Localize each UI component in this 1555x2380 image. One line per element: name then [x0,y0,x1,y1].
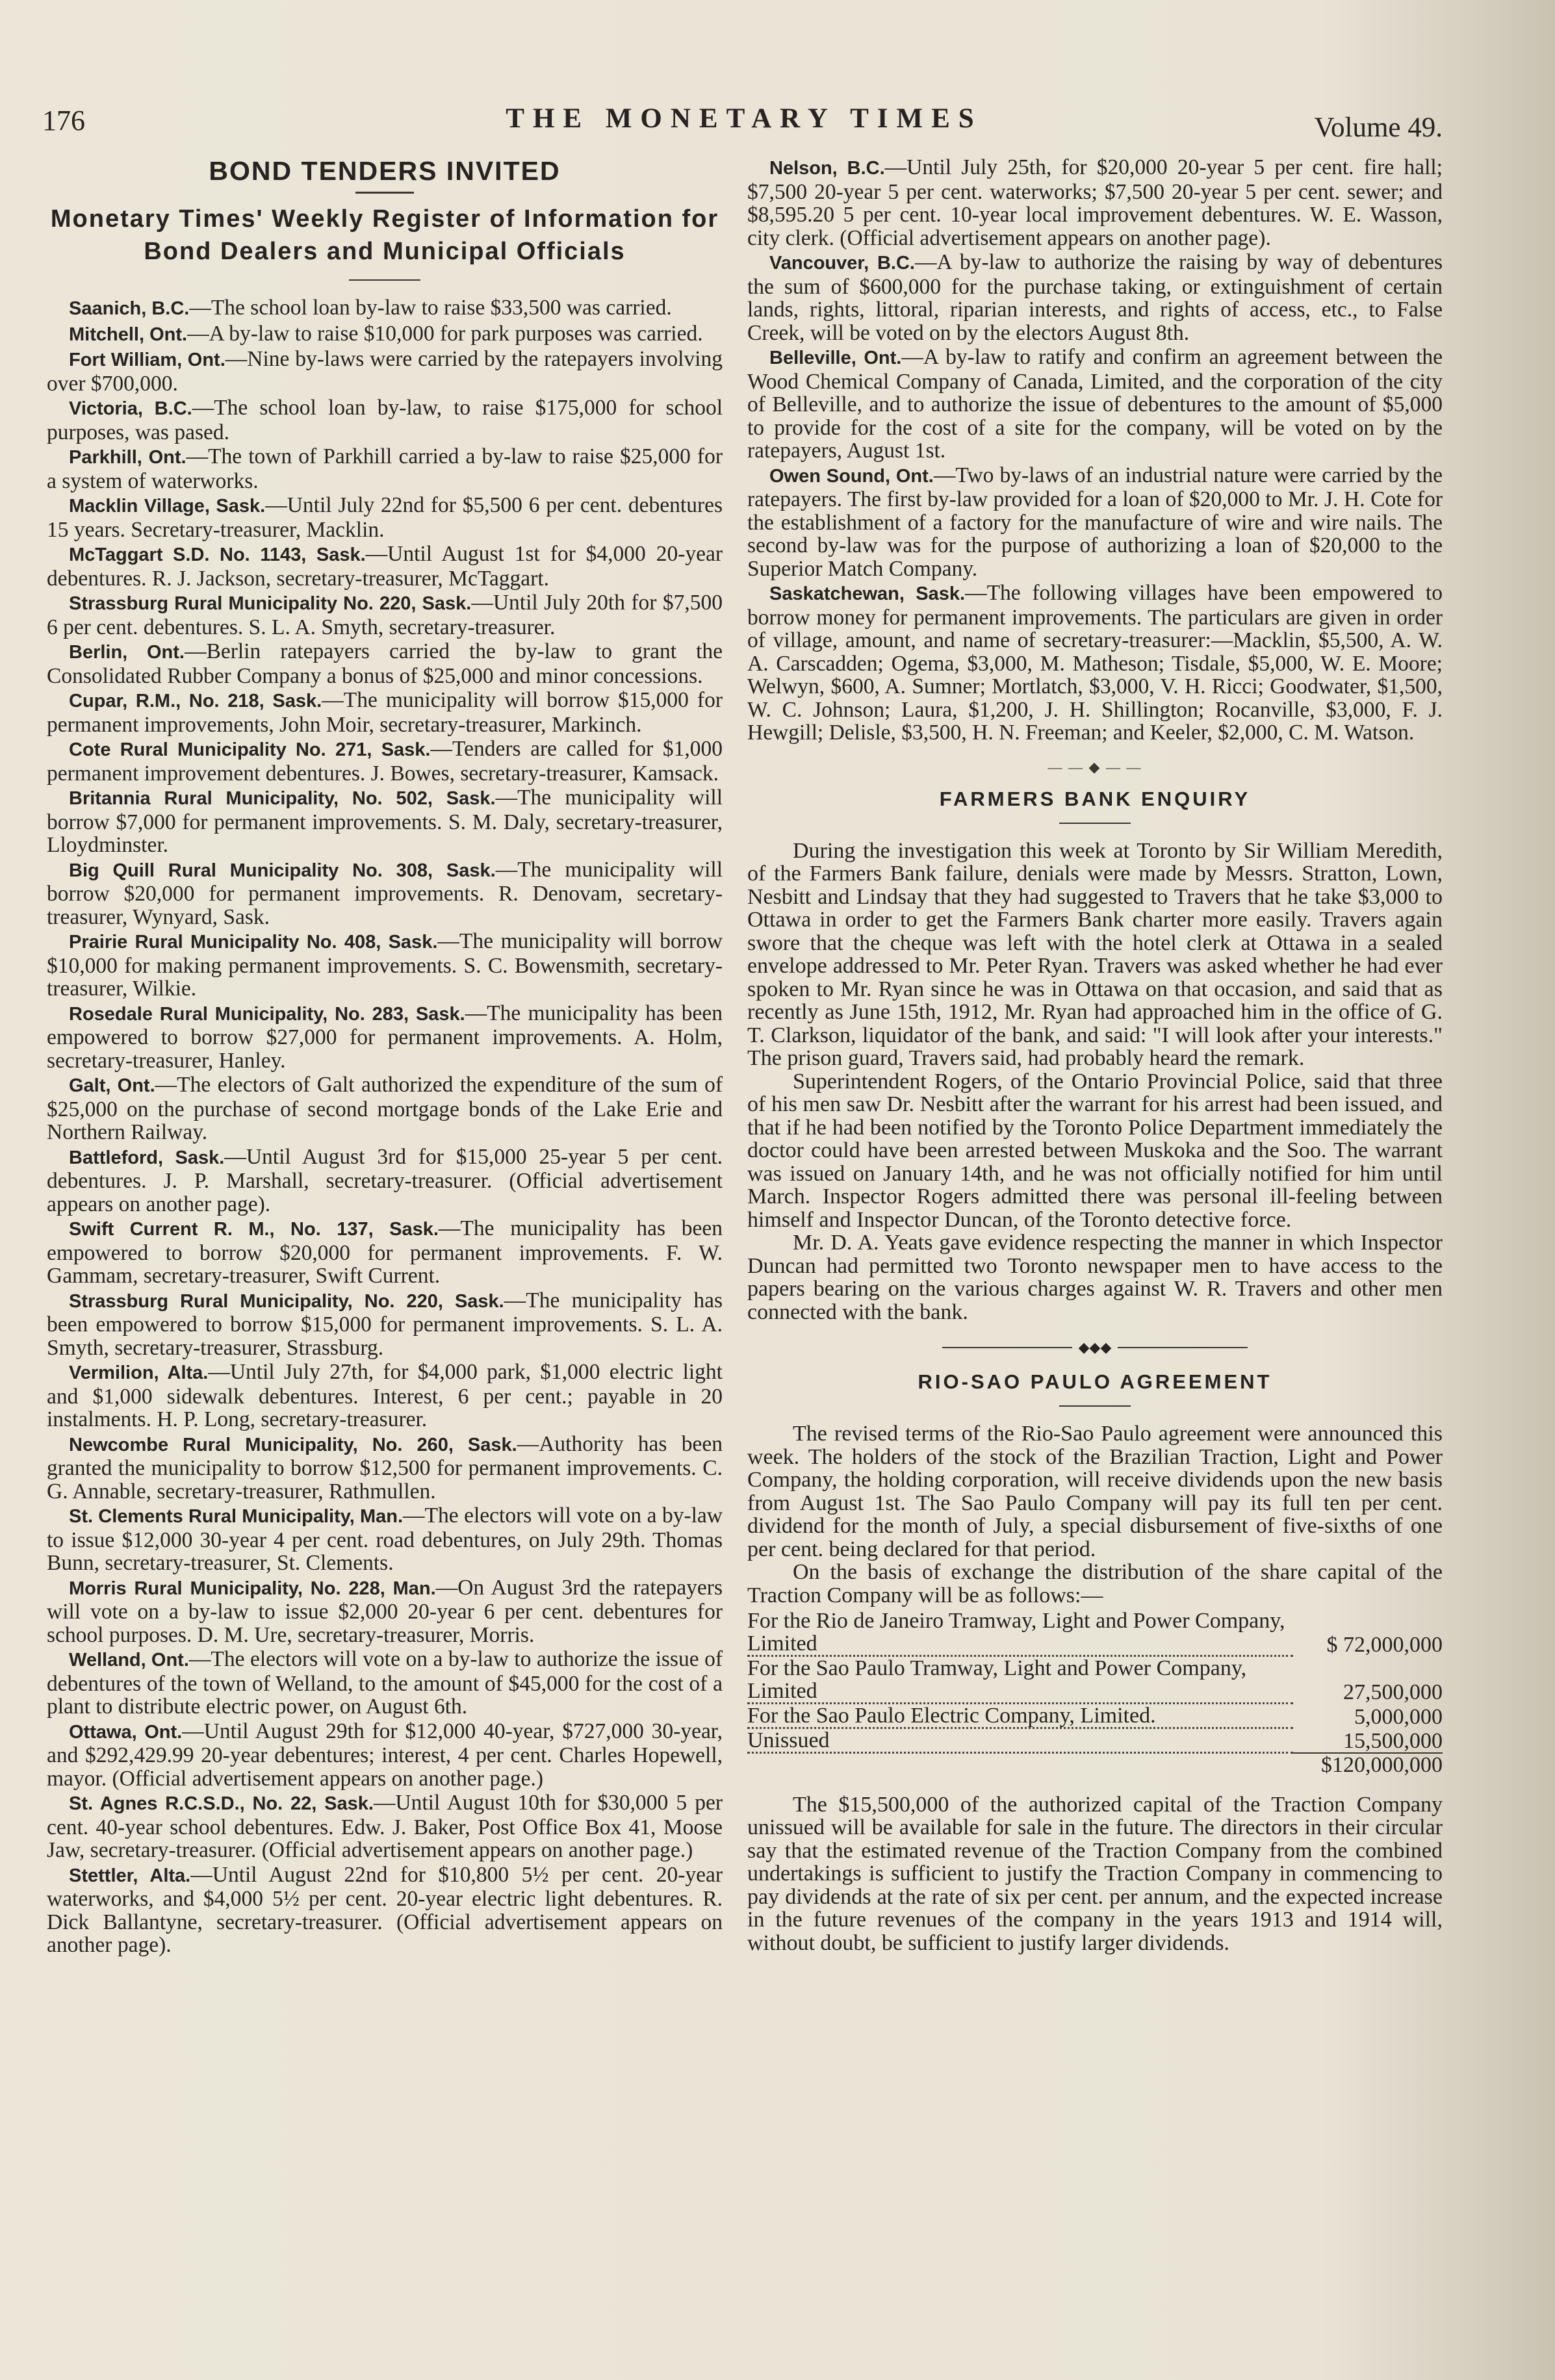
tender-text: —The municipality has been empowered to borrow $27,000 for permanent improvements. A. Holm, secretary-treasurer, Hanley. [47,1001,723,1073]
subtitle-rule [349,279,420,281]
tender-text: —On August 3rd the ratepayers will vote on a by-law to issue $2,000 20-year 6 per cent. debentures for school purposes. D. M. Ure, secretary-treasurer, Morris. [47,1575,723,1647]
tender-place: Prairie Rural Municipality No. 408, Sask. [69,932,438,953]
farmers-bank-article [747,839,1443,1324]
tender-item [47,1576,723,1647]
tender-item [747,464,1443,581]
distribution-row [747,1728,1443,1753]
tender-item [47,1073,723,1144]
farmers-rule [1059,823,1131,824]
tender-place: Mitchell, Ont. [69,324,188,345]
tender-item [47,640,723,687]
title-rule [355,192,414,194]
left-column [47,156,723,1958]
tender-text: —The town of Parkhill carried a by-law to raise $25,000 for a system of waterworks. [47,444,723,493]
tender-text: —Until July 20th for $7,500 6 per cent. debentures. S. L. A. Smyth, secretary-treasurer. [47,591,723,639]
subtitle-line-2: Bond Dealers and Municipal Officials [144,238,626,265]
tender-item [47,348,723,395]
page-number: 176 [42,105,85,136]
tender-place: McTaggart S.D. No. 1143, Sask. [69,544,366,565]
tender-place: Cupar, R.M., No. 218, Sask. [69,691,322,711]
tender-place: Strassburg Rural Municipality No. 220, Sask. [69,593,472,614]
tender-item [47,445,723,493]
distribution-total-row [747,1753,1443,1776]
bond-tender-list [47,296,723,1957]
tender-text: —The electors will vote on a by-law to authorize the issue of debentures of the town of Welland, to the amount of $45,000 for the cost of a plant to distribute electric power, on August 6th. [47,1647,723,1719]
tender-text: —Until July 27th, for $4,000 park, $1,000 electric light and $1,000 sidewalk debentures. Interest, 6 per cent.; payable in 20 instalments. H. P. Long, secretary-treasurer. [47,1360,723,1431]
volume-label: Volume 49. [1314,112,1443,143]
tender-text: —The electors of Galt authorized the expenditure of the sum of $25,000 on the purchase of second mortgage bonds of the Lake Erie and Northern Railway. [47,1073,723,1144]
distribution-amount: $ 72,000,000 [1326,1632,1443,1657]
rio-paragraph-1: The revised terms of the Rio-Sao Paulo agreement were announced this week. The holders of the stock of the Brazilian Traction, Light and Power Company, the holding corporation, will receive dividends upon the new basis from August 1st. The Sao Paulo Company will pay its full ten per cent. dividend for the month of July, a special disbursement of five-sixths of one per cent. being declared for that period. [747,1422,1443,1561]
distribution-row [747,1609,1443,1656]
tender-text: —The following villages have been empowered to borrow money for permanent improvements. The particulars are given in order of village, amount, and name of secretary-treasurer:—Macklin, $5,500, A. W. A. Carscadden; Ogema, $3,000, M. Matheson; Tisdale, $5,000, W. E. Moore; Welwyn, $600, A. Sumner; Mortlatch, $3,000, V. H. Ricci; Goodwater, $1,500, W. C. Johnson; Laura, $1,200, J. H. Shillington; Rocanville, $3,000, F. J. Hewgill; Delisle, $3,500, H. N. Freeman; and Keeler, $2,000, C. M. Watson. [747,581,1443,745]
tender-text: —The municipality has been empowered to borrow $20,000 for permanent improvements. F. W. Gammam, secretary-treasurer, Swift Current. [47,1216,723,1288]
distribution-label: For the Sao Paulo Electric Company, Limited. [747,1704,1293,1728]
tender-item [747,156,1443,250]
tender-place: Battleford, Sask. [69,1147,225,1168]
tender-item [747,582,1443,745]
tender-place: Vancouver, B.C. [769,253,915,274]
distribution-table [747,1609,1443,1776]
tender-text: —A by-law to raise $10,000 for park purposes was carried. [187,321,703,346]
tender-place: Cote Rural Municipality No. 271, Sask. [69,739,431,760]
tender-item [47,1002,723,1073]
tender-place: Parkhill, Ont. [69,447,186,468]
tender-item [47,1504,723,1575]
tender-text: —Nine by-laws were carried by the ratepayers involving over $700,000. [47,347,723,396]
tender-text: —The electors will vote on a by-law to issue $12,000 30-year 4 per cent. road debentures, on July 29th. Thomas Bunn, secretary-treasurer, St. Clements. [47,1503,723,1575]
tender-text: —Until August 3rd for $15,000 25-year 5 per cent. debentures. J. P. Marshall, secretary-treasurer. (Official advertisement appears on another page). [47,1144,723,1216]
ornament-divider: ◆◆◆ [747,1339,1443,1356]
distribution-amount: 5,000,000 [1354,1704,1443,1729]
running-header [39,97,1449,143]
rio-paragraph-2: On the basis of exchange the distribution of the share capital of the Traction Company will be as follows:— [747,1560,1443,1607]
tender-item [47,1720,723,1791]
farmers-paragraph: Superintendent Rogers, of the Ontario Provincial Police, said that three of his men saw Dr. Nesbitt after the warrant for his arrest had been issued, and that if he had been notified by the Toronto Police Department immediately the doctor could have been arrested between Muskoka and the Soo. The warrant was issued on January 14th, and he was not officially notified for him until March. Inspector Rogers admitted there was personal ill-feeling between himself and Inspector Duncan, of the Toronto detective force. [747,1069,1443,1232]
tender-text: —Berlin ratepayers carried the by-law to grant the Consolidated Rubber Company a bonus of $25,000 and minor concessions. [47,639,723,688]
distribution-label: For the Sao Paulo Tramway, Light and Power Company, Limited [747,1656,1293,1704]
tender-item [47,858,723,929]
tender-item [47,591,723,639]
tender-item [47,1648,723,1719]
tender-place: Belleville, Ont. [769,348,902,368]
tender-text: —The school loan by-law to raise $33,500 was carried. [189,296,672,320]
tender-text: —Until August 22nd for $10,800 5½ per cent. 20-year waterworks, and $4,000 5½ per cent. 20-year electric light debentures. R. Dick Ballantyne, secretary-treasurer. (Official advertisement appears on another page). [47,1862,723,1957]
tender-place: Saskatchewan, Sask. [769,583,966,604]
tender-place: Macklin Village, Sask. [69,496,266,517]
tender-place: Stettler, Alta. [69,1865,191,1886]
tender-item [47,322,723,347]
tender-text: —Tenders are called for $1,000 permanent improvement debentures. J. Bowes, secretary-treasurer, Kamsack. [47,737,723,786]
tender-text: —The municipality has been empowered to borrow $15,000 for permanent improvements. S. L. A. Smyth, secretary-treasurer, Strassburg. [47,1288,723,1360]
right-column [747,156,1443,1954]
tender-text: —Authority has been granted the municipality to borrow $12,500 for permanent improvements. C. G. Annable, secretary-treasurer, Rathmullen. [47,1431,723,1503]
farmers-paragraph: During the investigation this week at Toronto by Sir William Meredith, of the Farmers Bank failure, denials were made by Messrs. Stratton, Lown, Nesbitt and Lindsay that they had suggested to Travers that he take $3,000 to Ottawa in order to get the Farmers Bank charter more easily. Travers again swore that the cheque was left with the hotel clerk at Ottawa in a sealed envelope addressed to Mr. Peter Ryan. Travers was asked whether he had ever spoken to Mr. Ryan since he was in Ottawa on that occasion, and said that as recently as June 15th, 1912, Mr. Ryan had approached him in the office of G. T. Clarkson, liquidator of the bank, and said: "I will look after your interests." The prison guard, Travers said, had probably heard the remark. [747,838,1443,1070]
tender-item [47,689,723,736]
tender-place: Strassburg Rural Municipality, No. 220, Sask. [69,1290,504,1312]
tender-place: Fort William, Ont. [69,350,225,370]
section-divider: — — ◆ — — [1047,758,1142,775]
tender-item [47,296,723,321]
tender-item [47,1361,723,1431]
running-title: THE MONETARY TIMES [506,103,983,134]
tender-place: Big Quill Rural Municipality No. 308, Sask. [69,860,496,881]
rio-rule [1059,1405,1131,1407]
tender-text: —The school loan by-law, to raise $175,000 for school purposes, was pased. [47,396,723,444]
tender-place: Britannia Rural Municipality, No. 502, Sask. [69,788,496,809]
tender-place: Morris Rural Municipality, No. 228, Man. [69,1578,436,1599]
tender-item [47,396,723,444]
tender-place: Galt, Ont. [69,1075,155,1096]
tender-text: —Until July 22nd for $5,500 6 per cent. debentures 15 years. Secretary-treasurer, Macklin. [47,493,723,542]
tender-place: Saanich, B.C. [69,298,190,319]
tender-item [747,346,1443,463]
tender-item [47,930,723,1001]
tender-place: Vermilion, Alta. [69,1363,209,1383]
tender-text: —Until July 25th, for $20,000 20-year 5 per cent. fire hall; $7,500 20-year 5 per cent. waterworks; $7,500 20-year 5 per cent. sewer; and $8,595.20 5 per cent. 10-year local improvement debentures. W. E. Wasson, city clerk. (Official advertisement appears on another page). [747,155,1443,250]
bond-tenders-subtitle [47,203,723,268]
tender-item [47,737,723,785]
distribution-row [747,1704,1443,1728]
tender-item [47,543,723,590]
farmers-paragraph: Mr. D. A. Yeats gave evidence respecting the manner in which Inspector Duncan had permitted two Toronto newspaper men to have access to the papers bearing on the various charges against W. R. Travers and other men connected with the bank. [747,1231,1443,1324]
bond-tender-list-continued [747,156,1443,745]
tender-place: Newcombe Rural Municipality, No. 260, Sask. [69,1434,517,1455]
tender-text: —The municipality will borrow $20,000 for permanent improvements. R. Denovam, secretary-treasurer, Wynyard, Sask. [47,857,723,929]
tender-item [47,1791,723,1862]
tender-text: —Until August 29th for $12,000 40-year, $727,000 30-year, and $292,429.99 20-year debentures; interest, 4 per cent. Charles Hopewell, mayor. (Official advertisement appears on another page.) [47,1719,723,1791]
tender-item [47,1433,723,1503]
distribution-label: For the Rio de Janeiro Tramway, Light and Power Company, Limited [747,1609,1293,1656]
tender-text: —The municipality will borrow $15,000 for permanent improvements, John Moir, secretary-treasurer, Markinch. [47,688,723,737]
tender-place: Welland, Ont. [69,1650,189,1670]
tender-item [47,1145,723,1216]
distribution-amount: 15,500,000 [1343,1728,1443,1753]
tender-place: Rosedale Rural Municipality, No. 283, Sask. [69,1003,465,1025]
subtitle-line-1: Monetary Times' Weekly Register of Information for [50,205,719,233]
tender-place: Swift Current R. M., No. 137, Sask. [69,1219,439,1240]
tender-place: Victoria, B.C. [69,398,192,419]
rio-sao-paulo-title: RIO-SAO PAULO AGREEMENT [918,1370,1272,1393]
tender-text: —The municipality will borrow $10,000 for making permanent improvements. S. C. Bowensmith, secretary-treasurer, Wilkie. [47,929,723,1001]
tender-place: Nelson, B.C. [769,158,885,179]
tender-text: —Two by-laws of an industrial nature were carried by the ratepayers. The first by-law provided for a loan of $20,000 to Mr. J. H. Cote for the establishment of a factory for the manufacture of wire and wire nails. The second by-law was for the purpose of authorizing a loan of $20,000 to the Superior Match Company. [747,463,1443,581]
tender-place: Ottawa, Ont. [69,1721,183,1743]
tender-text: —Until August 1st for $4,000 20-year debentures. R. J. Jackson, secretary-treasurer, McTaggart. [47,542,723,591]
tender-text: —A by-law to authorize the raising by way of debentures the sum of $600,000 for the purchase taking, or extinguishment of certain lands, rights, littoral, riparian interests, and rights of access, etc., to False Creek, will be voted on by the electors August 8th. [747,250,1443,345]
tender-item [47,494,723,541]
tender-item [47,1863,723,1957]
tender-text: —The municipality will borrow $7,000 for permanent improvements. S. M. Daly, secretary-treasurer, Lloydminster. [47,786,723,857]
distribution-amount: 27,500,000 [1343,1680,1443,1704]
tender-text: —A by-law to ratify and confirm an agreement between the Wood Chemical Company of Canada, Limited, and the corporation of the city of Belleville, and to authorize the issue of debentures to the amount of $5,000 to provide for the cost of a site for the company, will be voted on by the ratepayers, August 1st. [747,345,1443,463]
tender-item [47,786,723,857]
tender-place: St. Clements Rural Municipality, Man. [69,1506,404,1527]
farmers-bank-title: FARMERS BANK ENQUIRY [939,787,1251,810]
tender-place: Owen Sound, Ont. [769,465,934,487]
tender-place: Berlin, Ont. [69,642,185,663]
tender-item [747,251,1443,344]
tender-text: —Until August 10th for $30,000 5 per cent. 40-year school debentures. Edw. J. Baker, Post Office Box 41, Moose Jaw, secretary-treasurer. (Official advertisement appears on another page.) [47,1791,723,1862]
distribution-row [747,1656,1443,1704]
rio-paragraph-3: The $15,500,000 of the authorized capital of the Traction Company unissued will be available for sale in the future. The directors in their circular say that the estimated revenue of the Traction Company from the combined undertakings is sufficient to justify the Traction Company in commencing to pay dividends at the rate of six per cent. per annum, and the expected increase in the future revenues of the company in the years 1913 and 1914 will, without doubt, be sufficient to justify larger dividends. [747,1792,1443,1955]
distribution-total: $120,000,000 [1293,1753,1443,1776]
tender-item [47,1217,723,1288]
bond-tenders-title: BOND TENDERS INVITED [209,156,561,186]
tender-place: St. Agnes R.C.S.D., No. 22, Sask. [69,1793,374,1814]
distribution-label: Unissued [747,1728,1293,1753]
tender-item [47,1289,723,1360]
